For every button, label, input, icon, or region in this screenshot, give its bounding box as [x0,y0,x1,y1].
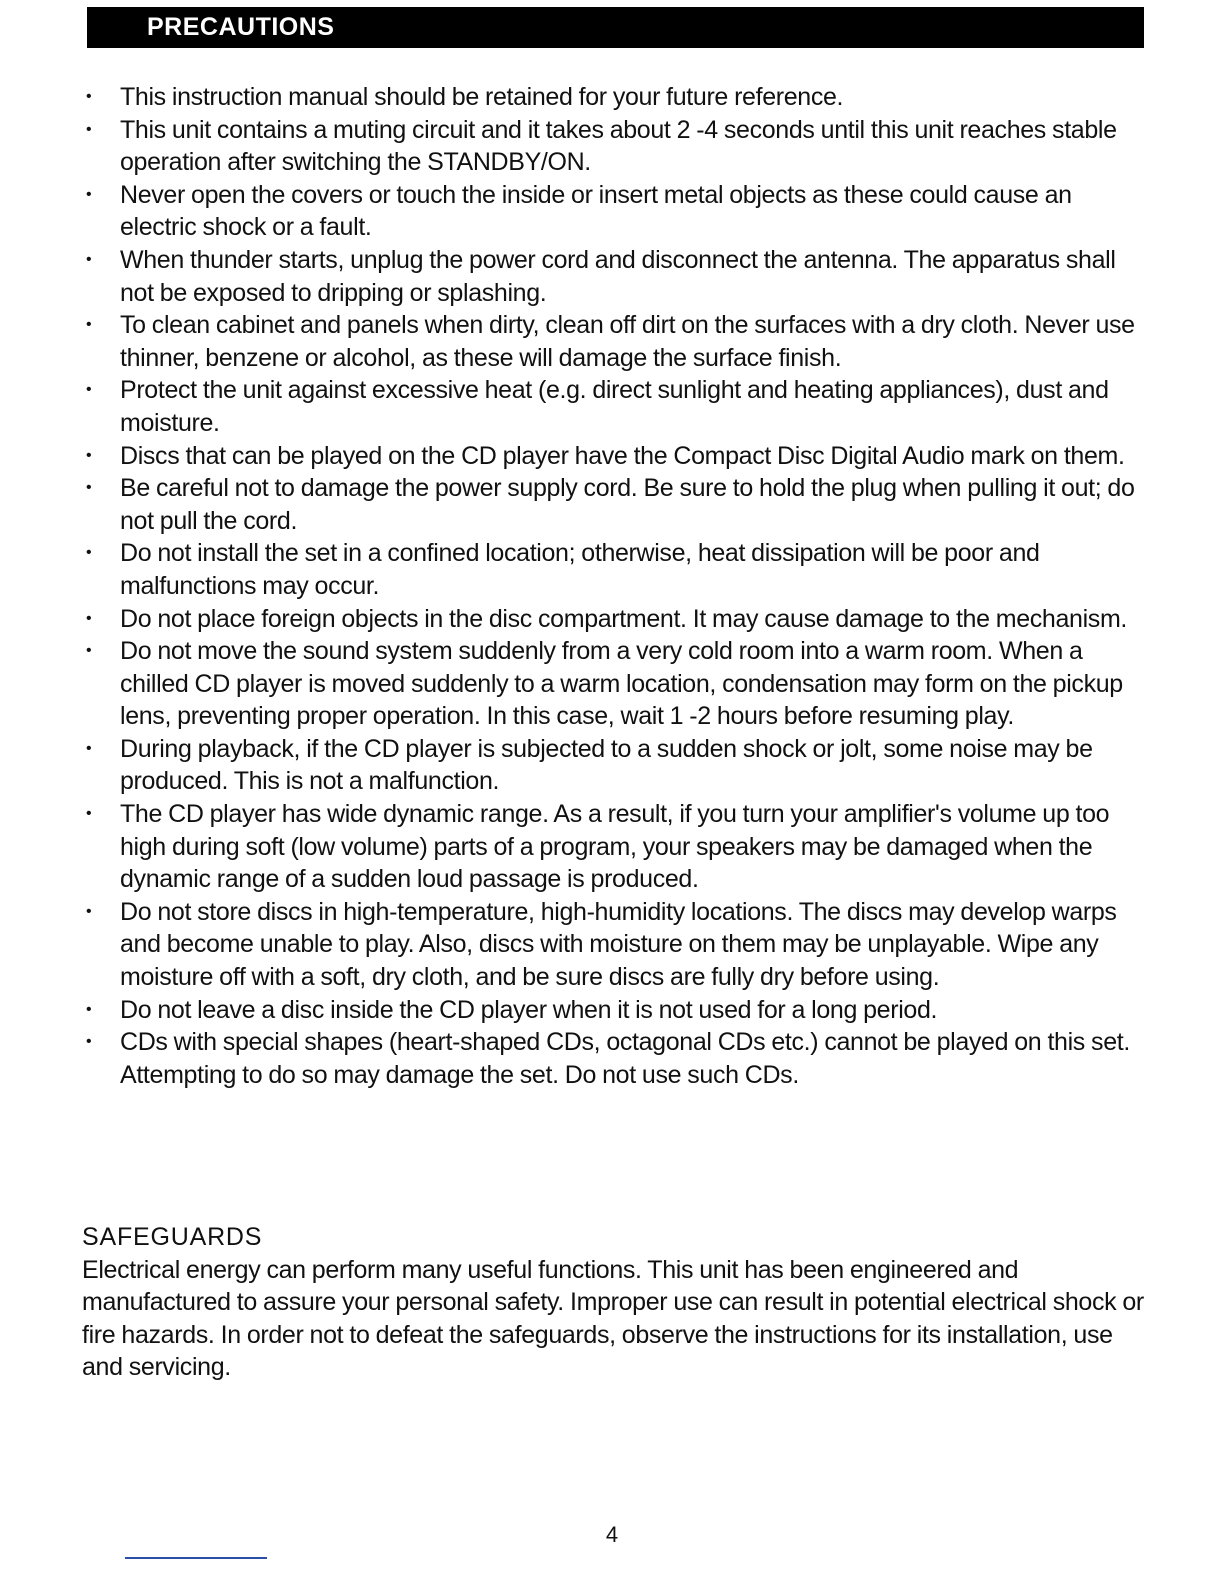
precaution-text: This unit contains a muting circuit and it takes about 2 -4 seconds until this unit reaches stable operation after switching the STANDBY/ON. [120,115,1117,177]
precaution-item [82,244,1148,309]
precaution-text: Do not leave a disc inside the CD player when it is not used for a long period. [120,995,938,1024]
bullet-icon: • [86,544,92,562]
precaution-text: When thunder starts, unplug the power cord and disconnect the antenna. The apparatus shall not be exposed to dripping or splashing. [120,245,1116,307]
bullet-icon: • [86,739,92,757]
precaution-text: Do not install the set in a confined location; otherwise, heat dissipation will be poor and malfunctions may occur. [120,539,1040,600]
bullet-icon: • [86,316,92,334]
precaution-item [82,798,1148,896]
precaution-text: Protect the unit against excessive heat (e.g. direct sunlight and heating appliances), dust and moisture. [120,376,1109,437]
safeguards-heading: SAFEGUARDS [82,1223,263,1251]
precaution-item [82,537,1148,602]
precaution-text: CDs with special shapes (heart-shaped CDs, octagonal CDs etc.) cannot be played on this set. Attempting to do so may damage the set. Do not use such CDs. [120,1028,1130,1089]
bullet-icon: • [86,1000,92,1018]
bullet-icon: • [86,120,92,138]
precaution-text: This instruction manual should be retained for your future reference. [120,83,844,111]
precaution-item [82,114,1148,179]
precaution-item [82,440,1148,473]
bullet-icon: • [86,479,92,497]
page-title: PRECAUTIONS [147,13,335,41]
precaution-text: The CD player has wide dynamic range. As a result, if you turn your amplifier's volume up too high during soft (low volume) parts of a program, your speakers may be damaged when the dynamic range of a sudden loud passage is produced. [120,800,1110,894]
precaution-text: Discs that can be played on the CD player have the Compact Disc Digital Audio mark on them. [120,441,1125,470]
bullet-icon: • [86,185,92,203]
bullet-icon: • [86,250,92,268]
page-number: 4 [605,1522,619,1547]
safeguards-paragraph: Electrical energy can perform many useful functions. This unit has been engineered and manufactured to assure your personal safety. Improper use can result in potential electrical shock or fire hazards. In order not to defeat the safeguards, observe the instructions for its installation, use and servicing. [82,1255,1144,1382]
precaution-text: To clean cabinet and panels when dirty, clean off dirt on the surfaces with a dry cloth. Never use thinner, benzene or alcohol, as these will damage the surface finish. [120,311,1135,372]
precautions-list [82,81,1148,1091]
bullet-icon: • [86,805,92,823]
precaution-item [82,1026,1148,1091]
bullet-icon: • [86,88,92,105]
precaution-item [82,374,1148,439]
precaution-text: During playback, if the CD player is subjected to a sudden shock or jolt, some noise may be produced. This is not a malfunction. [120,734,1093,796]
precaution-item [82,309,1148,374]
precaution-item [82,733,1148,798]
precaution-item [82,603,1148,636]
precaution-item [82,896,1148,994]
precaution-item [82,635,1148,733]
bullet-icon: • [86,381,92,399]
precaution-item [82,472,1148,537]
bullet-icon: • [86,609,92,627]
footer-divider [125,1557,267,1559]
precaution-text: Do not place foreign objects in the disc compartment. It may cause damage to the mechanism. [120,604,1128,633]
precaution-item [82,179,1148,244]
precaution-text: Do not store discs in high-temperature, high-humidity locations. The discs may develop warps and become unable to play. Also, discs with moisture on them may be unplayable. Wipe any moisture off with a soft, dry cloth, and be sure discs are fully dry before using. [120,897,1117,992]
precaution-text: Never open the covers or touch the inside or insert metal objects as these could cause an electric shock or a fault. [120,180,1072,242]
bullet-icon: • [86,642,92,660]
bullet-icon: • [86,902,92,920]
safeguards-section [82,1221,1148,1384]
precaution-item [82,81,1148,114]
section-header-bar [87,7,1144,48]
precaution-text: Do not move the sound system suddenly from a very cold room into a warm room. When a chilled CD player is moved suddenly to a warm location, condensation may form on the pickup lens, preventing proper operation. In this case, wait 1 -2 hours before resuming play. [120,637,1123,731]
precaution-item [82,994,1148,1027]
precaution-text: Be careful not to damage the power supply cord. Be sure to hold the plug when pulling it out; do not pull the cord. [120,474,1135,535]
bullet-icon: • [86,446,92,464]
bullet-icon: • [86,1033,92,1051]
